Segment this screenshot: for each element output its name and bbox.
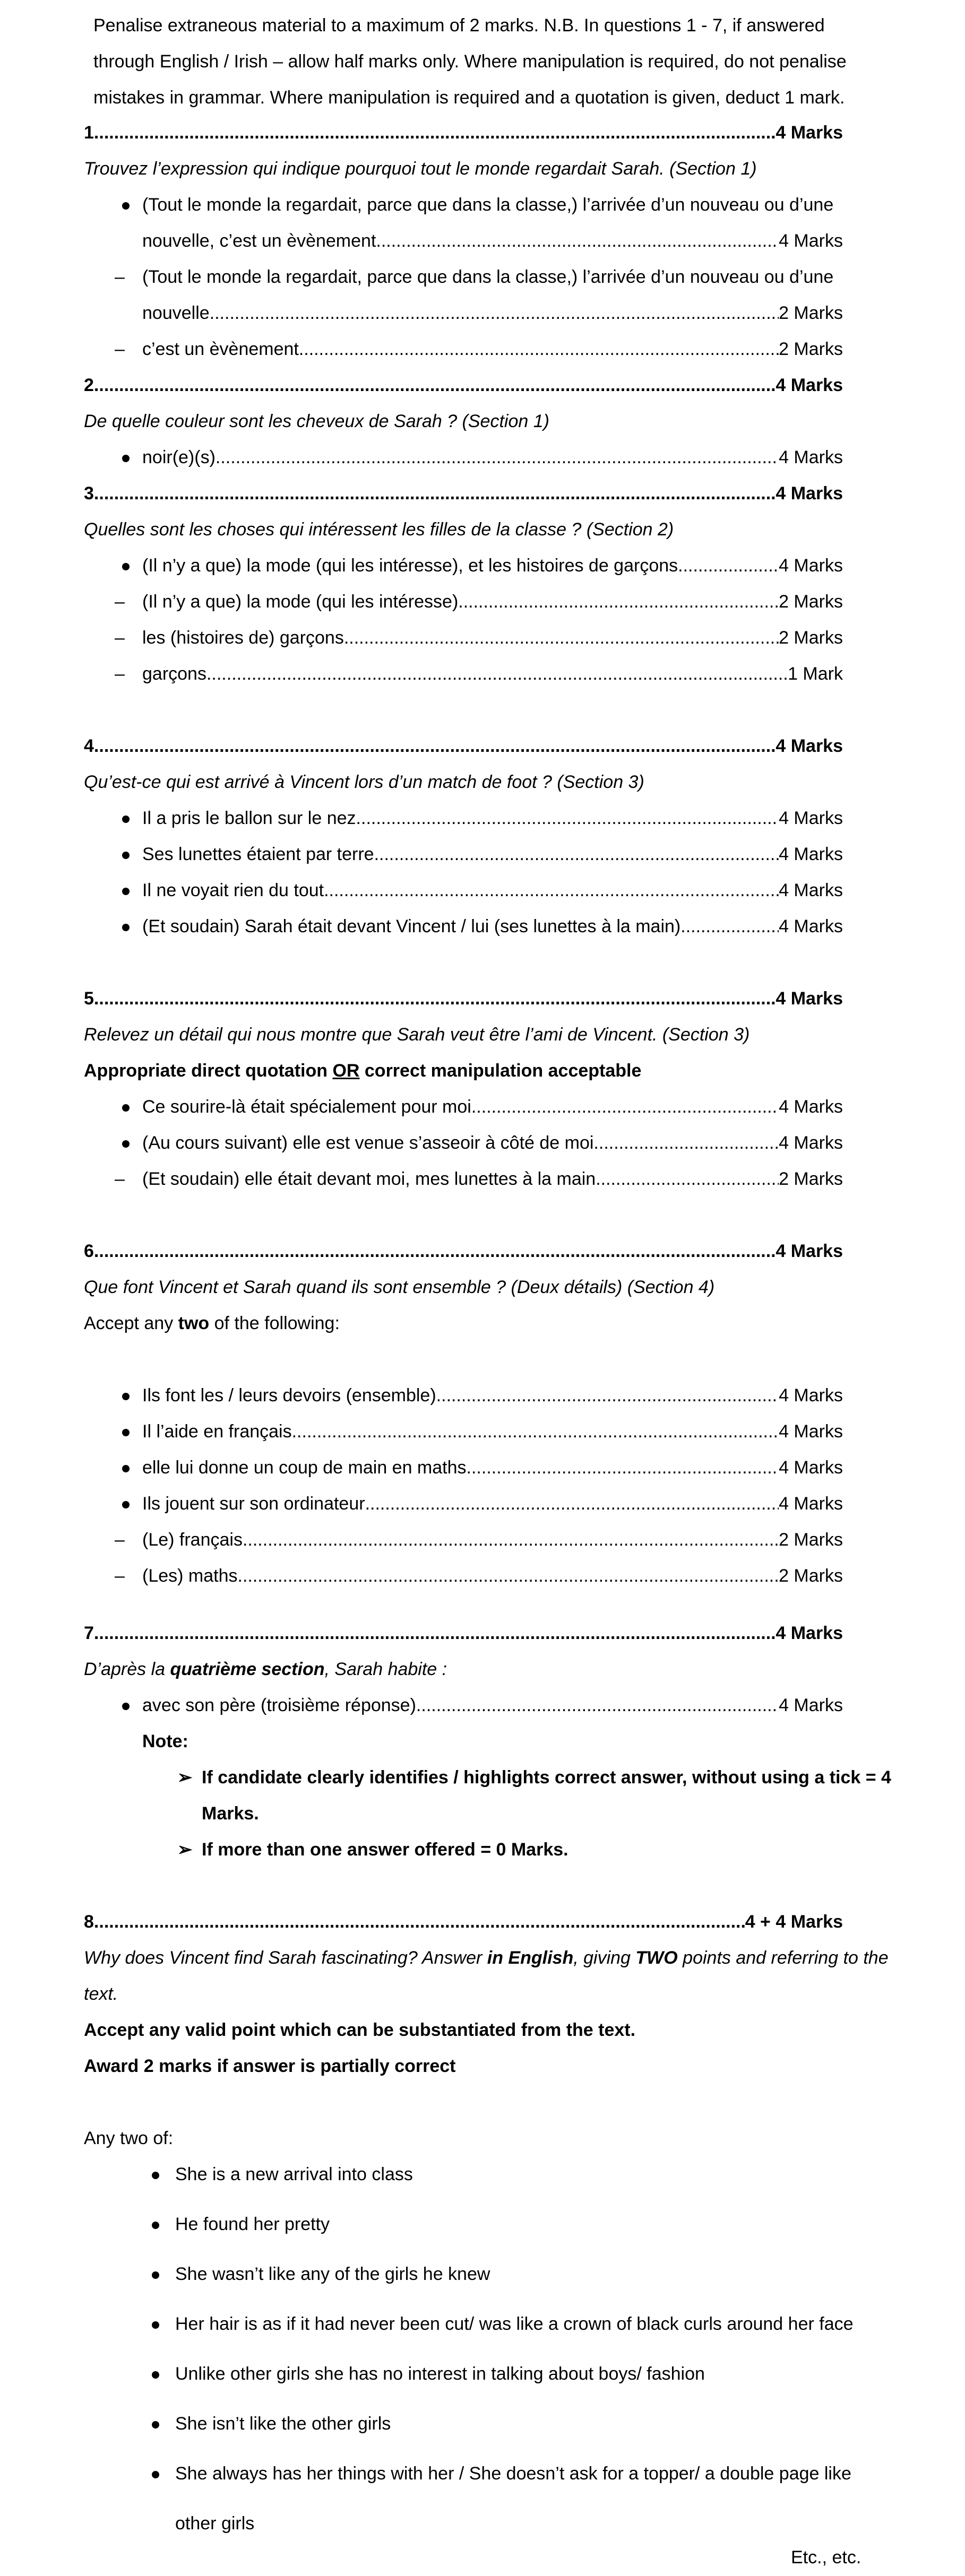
question-7-header — [84, 1623, 843, 1644]
answer-text: avec son père (troisième réponse) — [142, 1695, 416, 1715]
prompt-emphasis: TWO — [635, 1948, 678, 1968]
dot-leader — [292, 1421, 779, 1442]
note-text: correct manipulation acceptable — [359, 1061, 642, 1081]
note-text: Appropriate direct quotation — [84, 1061, 333, 1081]
question-8-prompt-line-1 — [84, 1947, 889, 1968]
dot-leader — [94, 1911, 745, 1932]
bullet — [122, 816, 130, 823]
etc-note: Etc., etc. — [791, 2547, 861, 2568]
answer-text: (Et soudain) elle était devant moi, mes lunettes à la main — [142, 1169, 596, 1189]
dot-leader — [593, 1132, 779, 1153]
q8-point: She isn’t like the other girls — [175, 2414, 391, 2434]
question-8-accept: Accept any valid point which can be substantiated from the text. — [84, 2020, 636, 2040]
dot-leader — [476, 1096, 779, 1117]
answer-marks: 4 Marks — [779, 916, 843, 936]
dot-leader — [238, 1565, 779, 1586]
bullet — [152, 2222, 159, 2229]
bullet — [152, 2321, 159, 2329]
dash-bullet: – — [115, 628, 125, 648]
dot-leader — [680, 916, 779, 937]
q8-point-7-line-2: other girls — [175, 2513, 255, 2534]
answer-text: Il a pris le ballon sur le nez — [142, 808, 356, 828]
question-4-prompt: Qu’est-ce qui est arrivé à Vincent lors d’un match de foot ? (Section 3) — [84, 772, 644, 792]
question-marks: 4 Marks — [776, 736, 843, 756]
bullet — [122, 852, 130, 859]
answer-text: noir(e)(s) — [142, 447, 216, 467]
bullet — [152, 2471, 159, 2478]
q7-answer-1 — [142, 1695, 843, 1716]
q1-answer-2-line-1: (Tout le monde la regardait, parce que dans la classe,) l’arrivée d’un nouveau ou d’une — [142, 267, 834, 287]
q4-answer-4 — [142, 916, 843, 937]
answer-marks: 4 Marks — [779, 231, 843, 251]
dot-leader — [374, 844, 779, 865]
q6-answer-4 — [142, 1493, 843, 1514]
bullet — [152, 2271, 159, 2279]
question-1-header — [84, 122, 843, 143]
dot-leader — [324, 880, 779, 901]
question-4-header — [84, 735, 843, 757]
q8-point: She wasn’t like any of the girls he knew — [175, 2264, 490, 2284]
dash-bullet: – — [115, 1169, 125, 1189]
q5-answer-1 — [142, 1096, 843, 1117]
dot-leader — [596, 1168, 779, 1190]
answer-text: (Les) maths — [142, 1566, 238, 1586]
intro-line-1: Penalise extraneous material to a maximum of 2 marks. N.B. In questions 1 - 7, if answered — [93, 15, 825, 36]
arrow-bullet-icon: ➢ — [177, 1767, 193, 1788]
answer-text: Ce sourire-là était spécialement pour moi. — [142, 1097, 477, 1117]
answer-marks: 4 Marks — [779, 1695, 843, 1715]
prompt-text: , Sarah habite : — [324, 1659, 447, 1679]
question-3-header — [84, 483, 843, 504]
question-8-award: Award 2 marks if answer is partially correct — [84, 2056, 456, 2076]
q4-answer-2 — [142, 844, 843, 865]
answer-text: Il l’aide en français — [142, 1421, 292, 1442]
bullet — [122, 455, 130, 462]
arrow-bullet-icon: ➢ — [177, 1840, 193, 1860]
q3-answer-2 — [142, 591, 843, 612]
question-7-prompt — [84, 1659, 447, 1680]
dot-leader — [216, 447, 779, 468]
dot-leader — [436, 1385, 779, 1406]
bullet — [152, 2172, 159, 2179]
accept-emphasis: two — [178, 1313, 210, 1333]
dot-leader — [381, 230, 779, 251]
answer-text: les (histoires de) garçons — [142, 628, 344, 648]
answer-marks: 4 Marks — [779, 808, 843, 828]
question-number: 4 — [84, 736, 94, 756]
q5-answer-3 — [142, 1168, 843, 1190]
question-marks: 4 Marks — [776, 483, 843, 504]
question-marks: 4 Marks — [776, 1241, 843, 1261]
prompt-text: Why does Vincent find Sarah fascinating? Answer — [84, 1948, 487, 1968]
question-5-prompt: Relevez un détail qui nous montre que Sarah veut être l’ami de Vincent. (Section 3) — [84, 1025, 750, 1045]
bullet — [122, 924, 130, 931]
question-number: 3 — [84, 483, 94, 504]
answer-marks: 1 Mark — [788, 664, 843, 684]
q1-answer-3 — [142, 339, 843, 360]
answer-text: (Au cours suivant) elle est venue s’asseoir à côté de moi — [142, 1133, 594, 1153]
question-marks: 4 Marks — [776, 988, 843, 1009]
bullet — [122, 1393, 130, 1400]
question-2-header — [84, 375, 843, 396]
bullet — [122, 888, 130, 895]
dot-leader — [416, 1695, 779, 1716]
question-8-header — [84, 1911, 843, 1932]
q7-note-1-line-1: If candidate clearly identifies / highlights correct answer, without using a tick = 4 — [202, 1767, 891, 1788]
q6-answer-5 — [142, 1529, 843, 1550]
question-number: 6 — [84, 1241, 94, 1261]
answer-text: Ils font les / leurs devoirs (ensemble) — [142, 1385, 436, 1406]
accept-text: Accept any — [84, 1313, 178, 1333]
answer-text: elle lui donne un coup de main en maths — [142, 1458, 467, 1478]
q8-point: Unlike other girls she has no interest in talking about boys/ fashion — [175, 2364, 705, 2384]
dot-leader — [94, 988, 776, 1009]
accept-text: of the following: — [209, 1313, 340, 1333]
dot-leader — [243, 1529, 779, 1550]
q1-answer-1-line-2 — [142, 230, 843, 251]
dash-bullet: – — [115, 664, 125, 684]
answer-marks: 2 Marks — [779, 628, 843, 648]
dot-leader — [210, 302, 779, 324]
prompt-text: points and referring to the — [677, 1948, 889, 1968]
q8-point: Her hair is as if it had never been cut/ was like a crown of black curls around her face — [175, 2314, 854, 2334]
bullet — [122, 1104, 130, 1112]
dot-leader — [458, 591, 779, 612]
dash-bullet: – — [115, 1566, 125, 1586]
q4-answer-1 — [142, 808, 843, 829]
question-marks: 4 + 4 Marks — [745, 1912, 843, 1932]
q5-answer-2 — [142, 1132, 843, 1153]
answer-marks: 4 Marks — [779, 1421, 843, 1442]
answer-marks: 2 Marks — [779, 1530, 843, 1550]
question-marks: 4 Marks — [776, 123, 843, 143]
note-or: OR — [332, 1061, 360, 1081]
q7-note-2: If more than one answer offered = 0 Marks. — [202, 1840, 568, 1860]
answer-marks: 4 Marks — [779, 1458, 843, 1478]
q6-answer-1 — [142, 1385, 843, 1406]
question-number: 1 — [84, 123, 94, 143]
dot-leader — [678, 555, 779, 576]
answer-marks: 2 Marks — [779, 1169, 843, 1189]
answer-text: (Et soudain) Sarah était devant Vincent / lui (ses lunettes à la main) — [142, 916, 681, 936]
dot-leader — [94, 735, 776, 757]
answer-marks: 2 Marks — [779, 339, 843, 359]
question-2-prompt: De quelle couleur sont les cheveux de Sarah ? (Section 1) — [84, 411, 549, 431]
dot-leader — [94, 1623, 776, 1644]
answer-marks: 4 Marks — [779, 1133, 843, 1153]
dot-leader — [94, 483, 776, 504]
answer-marks: 4 Marks — [779, 844, 843, 864]
answer-text: nouvelle, c’est un èvènement. — [142, 231, 381, 251]
bullet — [122, 1465, 130, 1472]
dot-leader — [94, 122, 776, 143]
dot-leader — [94, 1241, 776, 1262]
answer-text: garçons — [142, 664, 206, 684]
question-8-prompt-line-2: text. — [84, 1984, 118, 2004]
q7-note-label: Note: — [142, 1731, 188, 1751]
q4-answer-3 — [142, 880, 843, 901]
dash-bullet: – — [115, 267, 125, 287]
dash-bullet: – — [115, 339, 125, 359]
dot-leader — [299, 339, 779, 360]
question-number: 8 — [84, 1912, 94, 1932]
question-6-header — [84, 1241, 843, 1262]
q7-note-1-line-2: Marks. — [202, 1803, 259, 1824]
dot-leader — [206, 663, 788, 684]
q6-answer-2 — [142, 1421, 843, 1442]
answer-marks: 4 Marks — [779, 1494, 843, 1514]
dot-leader — [344, 627, 779, 648]
dash-bullet: – — [115, 592, 125, 612]
dot-leader — [467, 1457, 779, 1478]
bullet — [122, 1429, 130, 1436]
question-5-note — [84, 1060, 641, 1081]
question-number: 7 — [84, 1623, 94, 1643]
q1-answer-1-line-1: (Tout le monde la regardait, parce que dans la classe,) l’arrivée d’un nouveau ou d’une — [142, 195, 834, 215]
intro-line-3: mistakes in grammar. Where manipulation is required and a quotation is given, deduct 1 mark. — [93, 88, 845, 108]
bullet — [122, 1501, 130, 1508]
answer-marks: 2 Marks — [779, 303, 843, 323]
intro-line-2: through English / Irish – allow half marks only. Where manipulation is required, do not penalise — [93, 51, 847, 72]
question-number: 2 — [84, 375, 94, 395]
dash-bullet: – — [115, 1530, 125, 1550]
q3-answer-3 — [142, 627, 843, 648]
q8-point: He found her pretty — [175, 2214, 330, 2234]
answer-text: Ses lunettes étaient par terre — [142, 844, 374, 864]
answer-text: Ils jouent sur son ordinateur — [142, 1494, 365, 1514]
question-8-any-two: Any two of: — [84, 2128, 174, 2148]
bullet — [152, 2371, 159, 2379]
q3-answer-1 — [142, 555, 843, 576]
bullet — [122, 563, 130, 570]
bullet — [122, 1140, 130, 1148]
answer-marks: 2 Marks — [779, 592, 843, 612]
prompt-emphasis: quatrième section — [170, 1659, 325, 1679]
bullet — [152, 2421, 159, 2428]
answer-marks: 2 Marks — [779, 1566, 843, 1586]
q8-point: She is a new arrival into class — [175, 2164, 413, 2184]
q2-answer-1 — [142, 447, 843, 468]
dot-leader — [94, 375, 776, 396]
q1-answer-2-line-2 — [142, 302, 843, 324]
bullet — [122, 202, 130, 210]
prompt-text: D’après la — [84, 1659, 170, 1679]
q6-answer-6 — [142, 1565, 843, 1586]
prompt-text: , giving — [573, 1948, 636, 1968]
answer-marks: 4 Marks — [779, 447, 843, 467]
dot-leader — [356, 808, 779, 829]
answer-text: (Il n’y a que) la mode (qui les intéresse) — [142, 592, 459, 612]
question-1-prompt: Trouvez l’expression qui indique pourquoi tout le monde regardait Sarah. (Section 1) — [84, 159, 757, 179]
question-number: 5 — [84, 988, 94, 1009]
answer-marks: 4 Marks — [779, 880, 843, 900]
q8-point: She always has her things with her / She doesn’t ask for a topper/ a double page like — [175, 2464, 851, 2484]
bullet — [122, 1703, 130, 1710]
prompt-emphasis: in English — [487, 1948, 574, 1968]
answer-text: Il ne voyait rien du tout — [142, 880, 324, 900]
answer-marks: 4 Marks — [779, 1385, 843, 1406]
question-6-accept — [84, 1313, 340, 1334]
dot-leader — [365, 1493, 779, 1514]
answer-text: c’est un èvènement — [142, 339, 299, 359]
answer-text: nouvelle — [142, 303, 210, 323]
question-3-prompt: Quelles sont les choses qui intéressent les filles de la classe ? (Section 2) — [84, 519, 674, 540]
answer-marks: 4 Marks — [779, 556, 843, 576]
question-6-prompt: Que font Vincent et Sarah quand ils sont ensemble ? (Deux détails) (Section 4) — [84, 1277, 715, 1297]
question-marks: 4 Marks — [776, 1623, 843, 1643]
answer-marks: 4 Marks — [779, 1097, 843, 1117]
answer-text: (Le) français — [142, 1530, 243, 1550]
q3-answer-4 — [142, 663, 843, 684]
q6-answer-3 — [142, 1457, 843, 1478]
question-marks: 4 Marks — [776, 375, 843, 395]
answer-text: (Il n’y a que) la mode (qui les intéresse), et les histoires de garçons — [142, 556, 678, 576]
question-5-header — [84, 988, 843, 1009]
